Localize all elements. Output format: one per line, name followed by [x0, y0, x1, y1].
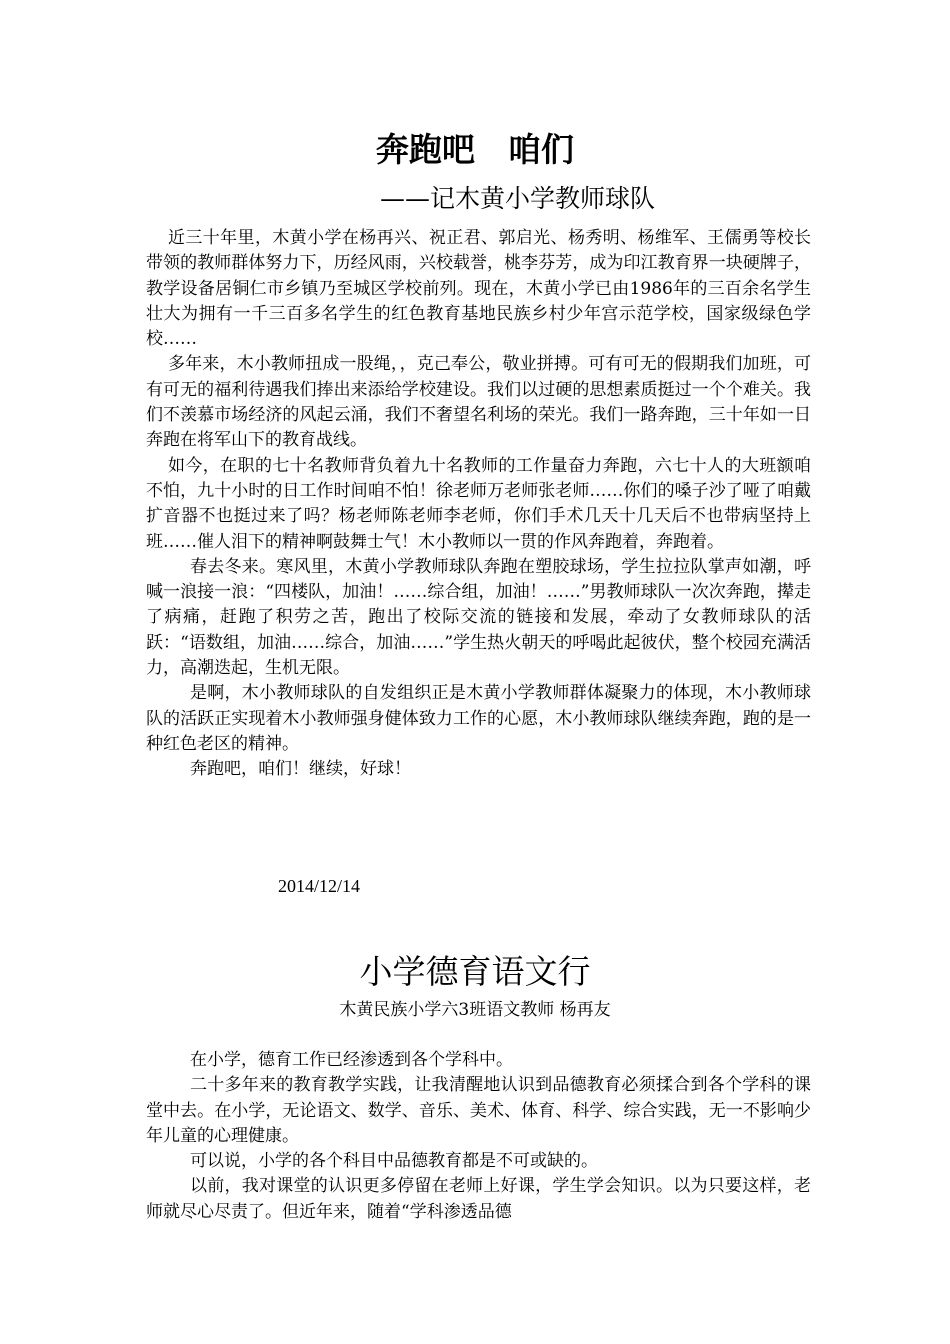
article-title: 奔跑吧 咱们 — [376, 130, 574, 169]
article-subtitle: ——记木黄小学教师球队 — [380, 184, 656, 213]
article-date: 2014/12/14 — [278, 876, 361, 896]
paragraph: 是啊，木小教师球队的自发组织正是木黄小学教师群体凝聚力的体现，木小教师球队的活跃正实现着木小教师强身健体致力工作的心愿，木小教师球队继续奔跑，跑的是一种红色老区的精神。 — [146, 683, 811, 754]
paragraph: 二十多年来的教育教学实践，让我清醒地认识到品德教育必须揉合到各个学科的课堂中去。在小学，无论语文、数学、音乐、美术、体育、科学、综合实践，无一不影响少年儿童的心理健康。 — [146, 1075, 811, 1146]
paragraph: 如今，在职的七十名教师背负着九十名教师的工作量奋力奔跑，六七十人的大班额咱不怕，九十小时的日工作时间咱不怕！徐老师万老师张老师……你们的嗓子沙了哑了咱戴扩音器不也挺过来了吗？杨老师陈老师李老师，你们手术几天十几天后不也带病坚持上班……催人泪下的精神啊鼓舞士气！木小教师以一贯的作风奔跑着，奔跑着。 — [146, 455, 811, 552]
paragraph: 可以说，小学的各个科目中品德教育都是不可或缺的。 — [190, 1151, 598, 1172]
article-body-2 — [146, 1048, 811, 1225]
paragraph: 近三十年里，木黄小学在杨再兴、祝正君、郭启光、杨秀明、杨维军、王儒勇等校长带领的教师群体努力下，历经风雨，兴校载誉，桃李芬芳，成为印江教育界一块硬牌子，教学设备居铜仁市乡镇乃至城区学校前列。现在，木黄小学已由1986年的三百余名学生壮大为拥有一千三百多名学生的红色教育基地民族乡村少年宫示范学校，国家级绿色学校…… — [146, 228, 811, 350]
paragraph: 多年来，木小教师扭成一股绳，，克己奉公，敬业拼搏。可有可无的假期我们加班，可有可无的福利待遇我们捧出来添给学校建设。我们以过硬的思想素质挺过一个个难关。我们不羡慕市场经济的风起云涌，我们不奢望名利场的荣光。我们一路奔跑，三十年如一日奔跑在将军山下的教育战线。 — [146, 354, 811, 451]
article-title-2: 小学德育语文行 — [359, 952, 591, 991]
article-author: 木黄民族小学六3班语文教师 杨再友 — [339, 1000, 611, 1020]
article-body — [146, 226, 811, 783]
paragraph: 春去冬来。寒风里，木黄小学教师球队奔跑在塑胶球场，学生拉拉队掌声如潮，呼喊一浪接一浪：“四楼队，加油！……综合组，加油！……”男教师球队一次次奔跑，撵走了病痛，赶跑了积劳之苦，跑出了校际交流的链接和发展，牵动了女教师球队的活跃：“语数组，加油……综合，加油……”学生热火朝天的呼喝此起彼伏，整个校园充满活力，高潮迭起，生机无限。 — [146, 556, 811, 679]
paragraph: 奔跑吧，咱们！继续，好球！ — [190, 759, 411, 780]
paragraph: 在小学，德育工作已经渗透到各个学科中。 — [190, 1050, 513, 1070]
paragraph: 以前，我对课堂的认识更多停留在老师上好课，学生学会知识。以为只要这样，老师就尽心尽责了。但近年来，随着“学科渗透品德 — [146, 1176, 811, 1222]
